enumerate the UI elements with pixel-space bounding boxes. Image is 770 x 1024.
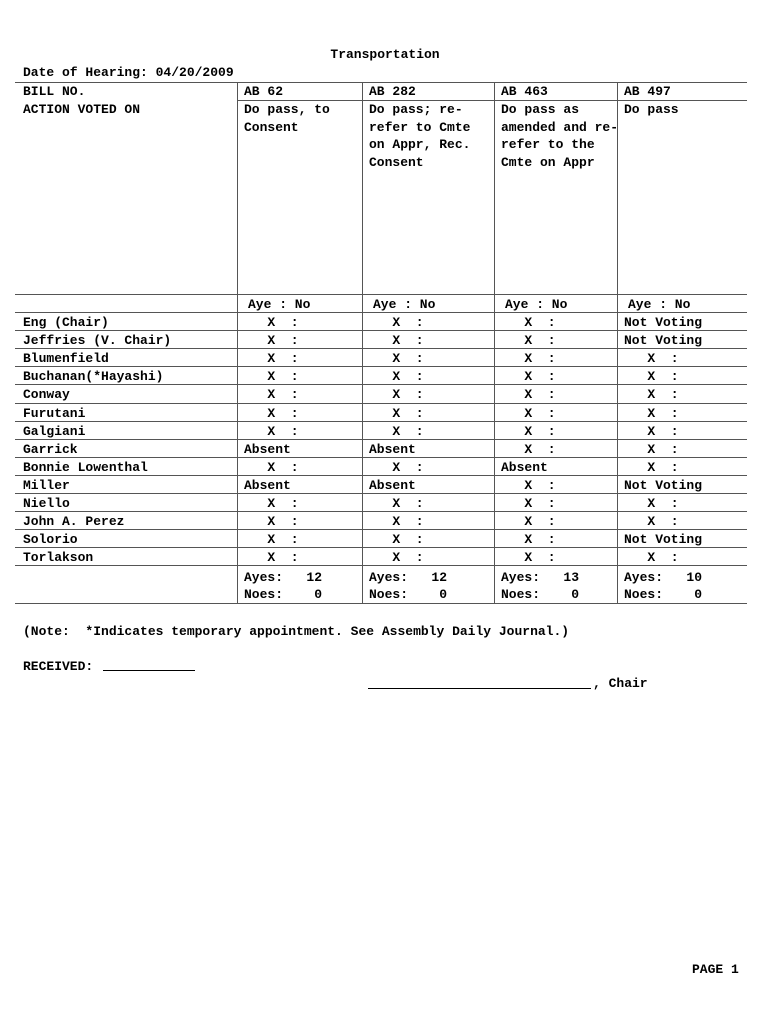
member-vote: X :: [624, 424, 679, 439]
member-vote: Not Voting: [624, 315, 703, 330]
member-vote: X :: [244, 406, 299, 421]
member-name: Solorio: [23, 532, 78, 547]
member-vote: X :: [501, 514, 556, 529]
vote-column-header: Aye : No: [505, 297, 568, 312]
bill-number: AB 62: [244, 84, 284, 99]
member-name: Torlakson: [23, 550, 94, 565]
member-vote: X :: [244, 351, 299, 366]
committee-title: Transportation: [330, 47, 440, 62]
member-vote: X :: [369, 550, 424, 565]
received-label: RECEIVED:: [23, 659, 94, 674]
member-name: Bonnie Lowenthal: [23, 460, 148, 475]
member-vote: X :: [624, 514, 679, 529]
member-vote: X :: [501, 369, 556, 384]
received-signature-line: [103, 670, 195, 671]
ayes-total: Ayes: 13: [501, 570, 580, 585]
member-name: Garrick: [23, 442, 78, 457]
bill-number: AB 282: [369, 84, 416, 99]
rule-before-votes: [15, 294, 747, 295]
member-name: Conway: [23, 387, 70, 402]
member-vote: X :: [501, 406, 556, 421]
member-vote: X :: [244, 496, 299, 511]
ayes-total: Ayes: 12: [244, 570, 323, 585]
vote-column-header: Aye : No: [628, 297, 691, 312]
member-vote: X :: [369, 333, 424, 348]
bill-action: Do pass as amended and re-refer to the Cmte on Appr: [501, 102, 619, 170]
member-vote: X :: [501, 442, 556, 457]
member-vote: X :: [369, 351, 424, 366]
column-divider: [237, 82, 238, 603]
member-vote: X :: [624, 406, 679, 421]
noes-total: Noes: 0: [244, 587, 323, 602]
member-vote: X :: [501, 387, 556, 402]
member-vote: X :: [501, 333, 556, 348]
member-vote: X :: [624, 369, 679, 384]
vote-column-header: Aye : No: [248, 297, 311, 312]
member-vote: X :: [244, 369, 299, 384]
member-vote: Absent: [369, 478, 416, 493]
member-name: Buchanan(*Hayashi): [23, 369, 164, 384]
noes-total: Noes: 0: [624, 587, 703, 602]
member-name: Furutani: [23, 406, 86, 421]
member-vote: X :: [624, 496, 679, 511]
member-name: Galgiani: [23, 424, 86, 439]
member-vote: X :: [244, 424, 299, 439]
member-vote: X :: [244, 387, 299, 402]
member-vote: Absent: [369, 442, 416, 457]
member-vote: Not Voting: [624, 333, 703, 348]
member-vote: X :: [244, 315, 299, 330]
member-vote: X :: [244, 333, 299, 348]
member-vote: X :: [501, 478, 556, 493]
member-vote: X :: [369, 424, 424, 439]
member-vote: Absent: [244, 478, 291, 493]
member-name: Niello: [23, 496, 70, 511]
member-vote: X :: [369, 532, 424, 547]
member-vote: X :: [501, 424, 556, 439]
member-name: John A. Perez: [23, 514, 125, 529]
column-divider: [494, 82, 495, 603]
action-voted-on-label: ACTION VOTED ON: [23, 102, 141, 117]
bill-action: Do pass: [624, 102, 679, 117]
member-name: Miller: [23, 478, 70, 493]
member-vote: X :: [501, 532, 556, 547]
bill-action: Do pass, to Consent: [244, 102, 338, 135]
page-number: PAGE 1: [692, 962, 739, 977]
noes-total: Noes: 0: [369, 587, 448, 602]
member-vote: X :: [244, 550, 299, 565]
footnote: (Note: *Indicates temporary appointment. See Assembly Daily Journal.): [23, 624, 570, 639]
member-vote: X :: [369, 315, 424, 330]
bill-number: AB 463: [501, 84, 548, 99]
member-vote: X :: [369, 406, 424, 421]
member-vote: X :: [501, 351, 556, 366]
member-name: Eng (Chair): [23, 315, 109, 330]
member-vote: X :: [624, 550, 679, 565]
member-vote: X :: [244, 532, 299, 547]
member-vote: X :: [369, 369, 424, 384]
member-vote: Absent: [244, 442, 291, 457]
member-vote: X :: [624, 351, 679, 366]
bill-action: Do pass; re-refer to Cmte on Appr, Rec. Consent: [369, 102, 479, 170]
member-vote: X :: [244, 514, 299, 529]
chair-signature-line: [368, 688, 591, 689]
member-vote: Not Voting: [624, 478, 703, 493]
ayes-total: Ayes: 12: [369, 570, 448, 585]
member-vote: X :: [501, 315, 556, 330]
member-vote: X :: [369, 387, 424, 402]
bill-number: AB 497: [624, 84, 671, 99]
chair-label: , Chair: [593, 676, 648, 691]
member-vote: X :: [501, 550, 556, 565]
noes-total: Noes: 0: [501, 587, 580, 602]
member-vote: X :: [369, 514, 424, 529]
vote-column-header: Aye : No: [373, 297, 436, 312]
member-vote: X :: [369, 496, 424, 511]
member-vote: X :: [369, 460, 424, 475]
bill-no-label: BILL NO.: [23, 84, 86, 99]
hearing-date: Date of Hearing: 04/20/2009: [23, 65, 234, 80]
member-vote: X :: [624, 460, 679, 475]
member-vote: X :: [624, 387, 679, 402]
member-vote: X :: [501, 496, 556, 511]
member-vote: Absent: [501, 460, 548, 475]
member-name: Blumenfield: [23, 351, 109, 366]
member-vote: Not Voting: [624, 532, 703, 547]
ayes-total: Ayes: 10: [624, 570, 703, 585]
member-vote: X :: [624, 442, 679, 457]
member-vote: X :: [244, 460, 299, 475]
member-name: Jeffries (V. Chair): [23, 333, 172, 348]
